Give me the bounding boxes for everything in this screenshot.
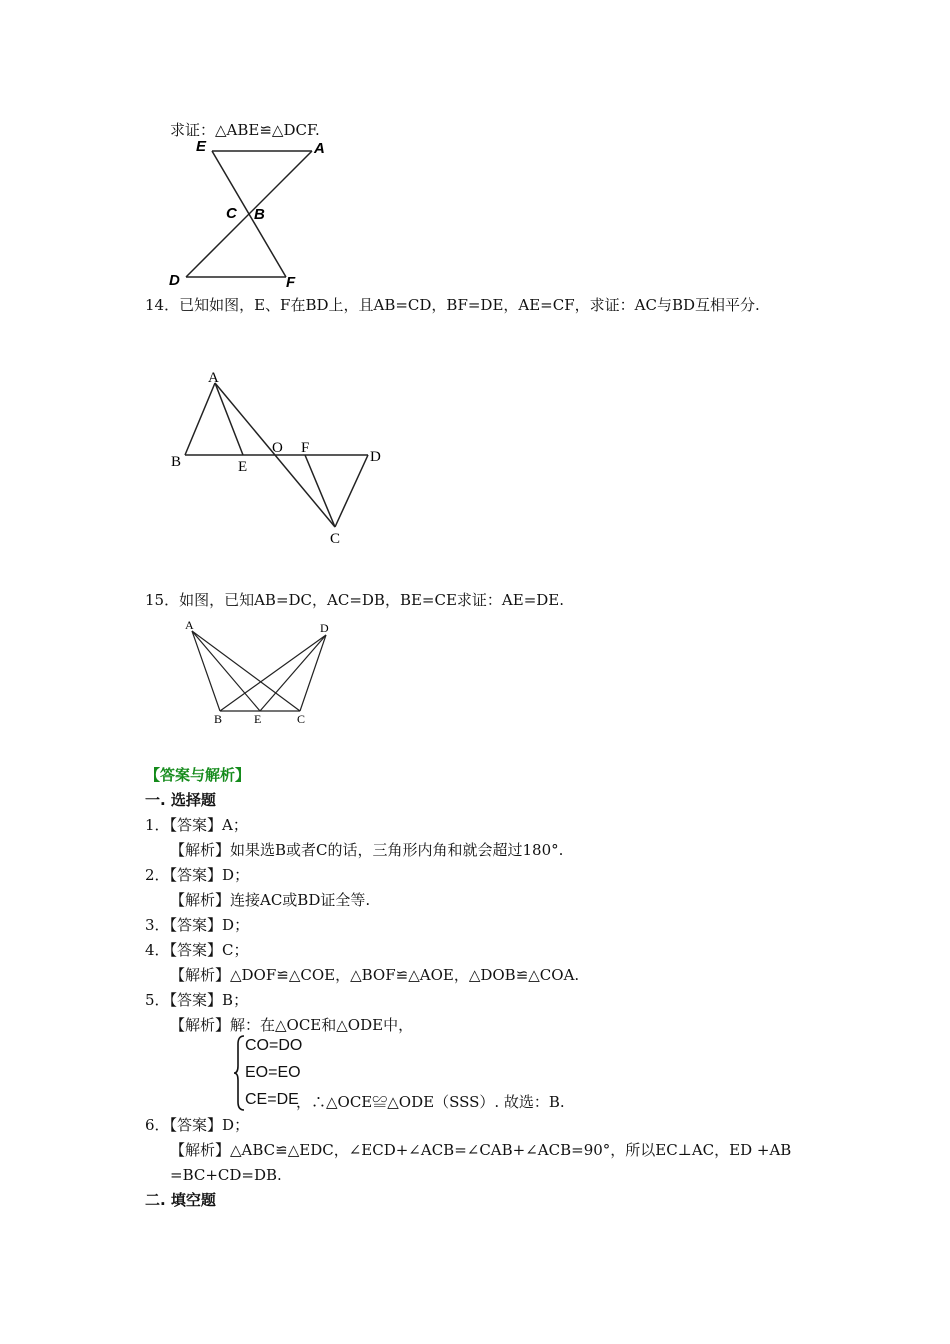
answer-5: 5．【答案】B； xyxy=(145,991,249,1009)
q15-seg-de xyxy=(260,635,326,711)
section-fill-heading: 二. 填空题 xyxy=(145,1191,216,1209)
q15-seg-ab xyxy=(192,631,220,711)
q14-label-o: O xyxy=(272,440,283,456)
q15-seg-db xyxy=(220,635,326,711)
q15-seg-dc xyxy=(300,635,326,711)
q13-label-c: C xyxy=(226,205,237,222)
answer-3: 3．【答案】D； xyxy=(145,916,250,934)
q14-seg-dc xyxy=(335,455,368,527)
q14-label-d: D xyxy=(370,449,381,465)
answer-6: 6．【答案】D； xyxy=(145,1116,250,1134)
equation-ce-de: CE=DE xyxy=(245,1091,299,1108)
answer-1-explanation: 【解析】如果选B或者C的话，三角形内角和就会超过180°. xyxy=(170,841,564,859)
q15-seg-ac xyxy=(192,631,300,711)
q14-label-a: A xyxy=(208,370,219,386)
q15-label-d: D xyxy=(320,621,329,635)
q14-label-e: E xyxy=(238,459,248,475)
answer-6-explanation-line1: 【解析】△ABC≌△EDC，∠ECD+∠ACB=∠CAB+∠ACB=90°，所以EC⊥AC，ED +AB xyxy=(170,1141,792,1159)
q15-figure xyxy=(180,617,340,727)
q15-label-b: B xyxy=(214,712,223,726)
q14-label-c: C xyxy=(330,531,341,547)
q13-label-b: B xyxy=(254,206,265,223)
answers-header: 【答案与解析】 xyxy=(145,766,251,784)
q14-label-f: F xyxy=(301,440,310,456)
section-choice-heading: 一. 选择题 xyxy=(145,791,216,809)
q15-label-c: C xyxy=(297,712,306,726)
q13-seg-ad xyxy=(186,151,312,277)
answer-5-conclusion: ，∴△OCE≌△ODE（SSS）. 故选：B. xyxy=(296,1093,565,1111)
answer-2: 2．【答案】D； xyxy=(145,866,250,884)
equation-system xyxy=(245,1032,302,1113)
q13-label-e: E xyxy=(196,138,207,155)
q13-figure xyxy=(160,135,325,291)
answer-4: 4．【答案】C； xyxy=(145,941,249,959)
answer-4-explanation: 【解析】△DOF≌△COE，△BOF≌△AOE，△DOB≌△COA. xyxy=(170,966,580,984)
answer-5-explanation: 【解析】解：在△OCE和△ODE中， xyxy=(170,1016,414,1034)
q15-label-a: A xyxy=(185,618,194,632)
q14-seg-fc xyxy=(305,455,335,527)
answer-2-explanation: 【解析】连接AC或BD证全等. xyxy=(170,891,371,909)
q13-label-f: F xyxy=(286,274,296,291)
q14-figure xyxy=(165,365,390,550)
equation-eo-eo: EO=EO xyxy=(245,1064,301,1081)
q14-label-b: B xyxy=(171,454,182,470)
q13-prove-text: 求证：△ABE≌△DCF. xyxy=(170,121,320,139)
q15-seg-ae xyxy=(192,631,260,711)
answer-1: 1．【答案】A； xyxy=(145,816,248,834)
q14-text: 14．已知如图，E、F在BD上，且AB=CD，BF=DE，AE=CF，求证：AC与BD互相平分. xyxy=(145,296,760,314)
q14-seg-ab xyxy=(185,383,215,455)
q15-text: 15．如图，已知AB=DC，AC=DB，BE=CE求证：AE=DE. xyxy=(145,591,565,609)
q15-label-e: E xyxy=(254,712,262,726)
equation-co-do: CO=DO xyxy=(245,1037,303,1054)
q13-label-d: D xyxy=(169,272,180,289)
q14-seg-ae xyxy=(215,383,243,455)
answer-6-explanation-line2: =BC+CD=DB. xyxy=(170,1166,282,1184)
q13-label-a: A xyxy=(314,140,325,157)
